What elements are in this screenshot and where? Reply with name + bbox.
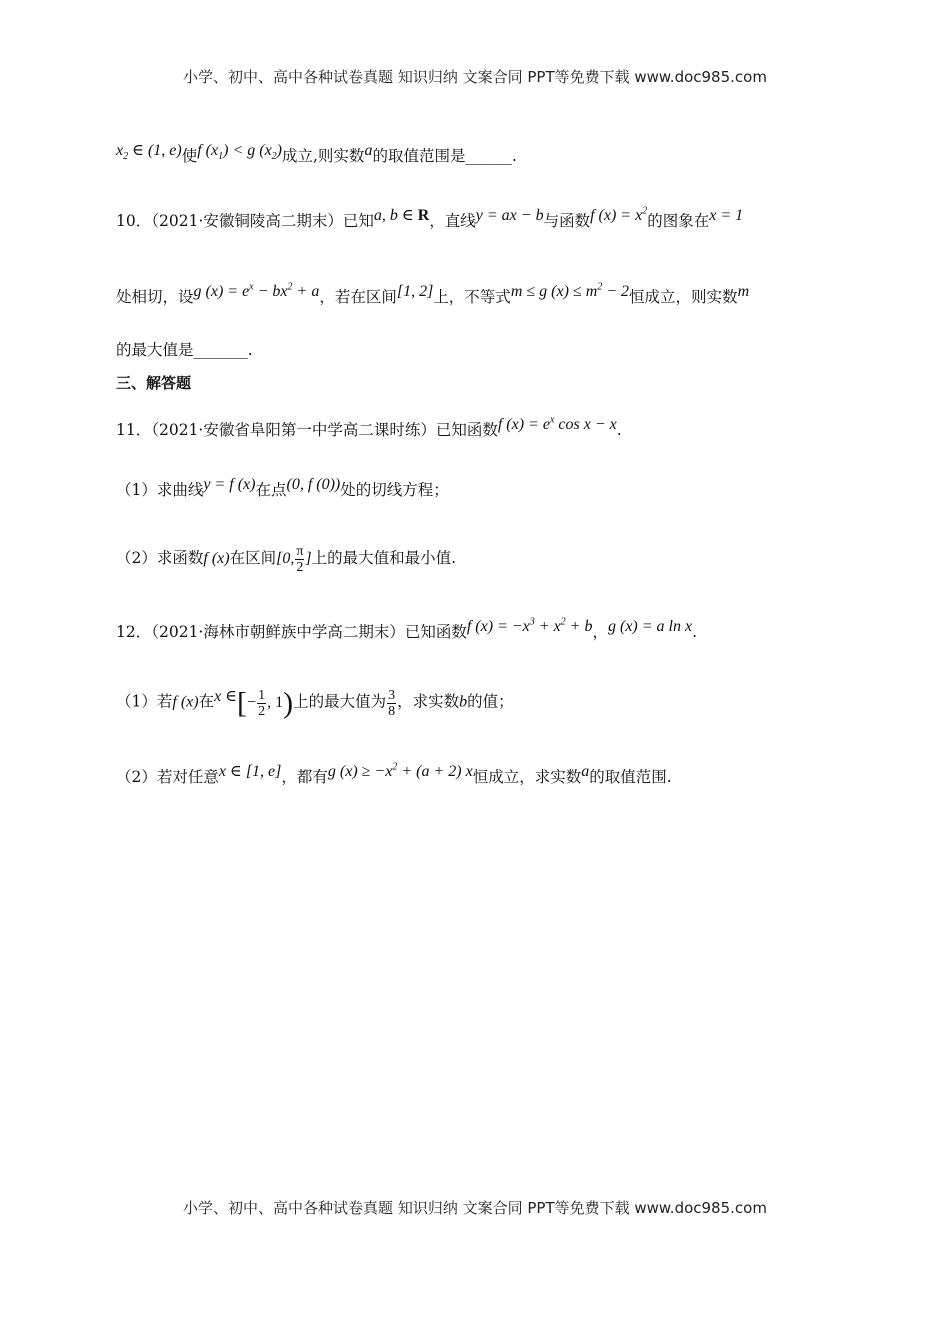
q12-p2-math-x: x ∈ [1, e] [218, 763, 282, 780]
q11-p1-label: （1）求曲线 [116, 481, 204, 499]
q10-text-7: 恒成立，则实数 [629, 288, 738, 306]
q11-p2-math-f: f (x) [203, 550, 230, 568]
q10-math-ineq: m ≤ g $(x) \le m^2 - 2$ [510, 281, 630, 300]
q11-part-2 [116, 544, 840, 575]
q12-p1-math-interval: x ∈[− $\frac{1}{2}$ , 1) [214, 686, 294, 719]
q12-p2-text-1: ，都有 [281, 768, 328, 786]
footer-banner: 小学、初中、高中各种试卷真题 知识归纳 文案合同 PPT等免费下载 www.doc985.com [183, 1199, 767, 1217]
q12-p1-math-f: f (x) [172, 693, 199, 711]
q11-number: 11． [116, 421, 152, 439]
q11-part-1 [116, 478, 840, 500]
header-banner: 小学、初中、高中各种试卷真题 知识归纳 文案合同 PPT等免费下载 www.doc985.com [183, 68, 767, 86]
q12-line-1 [116, 616, 840, 642]
q10-math-g: g $(x) = e^x - bx^2 + a$ [193, 281, 320, 300]
q10-text-4: 处相切，设 [116, 288, 194, 306]
q11-source: （2021·安徽省阜阳第一中学高二课时练）已知函数 [151, 421, 498, 439]
q10-math-ab: a, b ∈ R [373, 207, 430, 224]
q12-part-2 [116, 761, 840, 787]
q10-line-1 [116, 205, 840, 231]
q10-math-line: y = ax − b [475, 207, 544, 224]
q12-math-f: f $(x) = -x^3 + x^2 + b$ [466, 616, 593, 635]
q12-p1-label: （1）若 [116, 692, 173, 711]
q12-math-g: g (x) = a ln x [607, 618, 693, 635]
q11-end: . [616, 421, 622, 439]
q10-math-x1: x = 1 [709, 207, 744, 224]
q12-p1-frac-max: $\frac{3}{8}$ [388, 687, 396, 719]
q12-number: 12． [116, 623, 152, 641]
q9-text-2: 成立,则实数 [282, 147, 365, 165]
q12-p1-text-1: 在 [198, 692, 215, 711]
q10-text-5: ，若在区间 [319, 288, 397, 306]
q11-p1-math-point: (0, f (0)) [286, 476, 341, 493]
q9-text-3: 的取值范围是______. [372, 147, 517, 165]
q12-p2-text-3: 的取值范围. [589, 768, 672, 786]
q12-part-1 [116, 686, 840, 720]
q12-p2-math-a: a [581, 763, 590, 780]
q9-math-x2: $x_2$ ∈ (1, e) [116, 142, 182, 163]
q11-math-f: f $(x) = e^x$ cos x − x [497, 414, 617, 433]
q12-end: . [692, 623, 698, 641]
q12-separator: ， [592, 623, 608, 641]
q11-p2-text-1: 在区间 [229, 549, 277, 568]
q11-p2-text-2: 上的最大值和最小值. [311, 549, 457, 568]
q10-line-2 [116, 281, 840, 307]
q12-p1-text-2: 上的最大值为 [293, 692, 387, 711]
q11-p2-math-interval: [0, $\frac{\pi}{2}$ ] [276, 544, 312, 575]
q12-source: （2021·海林市朝鲜族中学高二期末）已知函数 [151, 623, 467, 641]
q9-math-ineq: f $(x_1) < g$ $(x_2)$ [197, 142, 282, 163]
q12-p2-text-2: 恒成立，求实数 [472, 768, 582, 786]
q9-text-1: 使 [181, 147, 198, 165]
q10-text-8: 的最大值是_______. [116, 341, 253, 359]
q11-p2-label: （2）求函数 [116, 549, 204, 568]
q11-line-1 [116, 414, 840, 440]
q11-p1-text-1: 在点 [255, 481, 287, 499]
q9-tail-line [116, 144, 840, 168]
q10-math-interval: [1, 2] [396, 283, 434, 300]
q10-number: 10． [116, 212, 152, 230]
q10-line-3 [116, 338, 840, 360]
q10-math-f: f $(x) = x^2$ [590, 205, 648, 224]
q12-p1-text-3: ，求实数 [397, 692, 460, 711]
q12-p1-math-b: b [459, 693, 468, 711]
q12-p2-math-ineq: g $(x) \ge -x^2 + (a + 2)$ x [327, 761, 473, 780]
q10-text-1: ，直线 [429, 212, 476, 230]
q10-math-m: m [737, 283, 750, 300]
q12-p1-text-4: 的值； [467, 692, 514, 711]
q11-p1-text-2: 处的切线方程； [340, 481, 449, 499]
q10-text-3: 的图象在 [647, 212, 710, 230]
q10-text-2: 与函数 [543, 212, 591, 230]
q10-source: （2021·安徽铜陵高二期末）已知 [151, 212, 374, 230]
q9-math-a: a [364, 142, 373, 159]
q12-p2-label: （2）若对任意 [116, 768, 219, 786]
q10-text-6: 上，不等式 [433, 288, 511, 306]
q11-p1-math-curve: y = f (x) [203, 476, 256, 493]
section-title: 三、解答题 [116, 374, 192, 392]
